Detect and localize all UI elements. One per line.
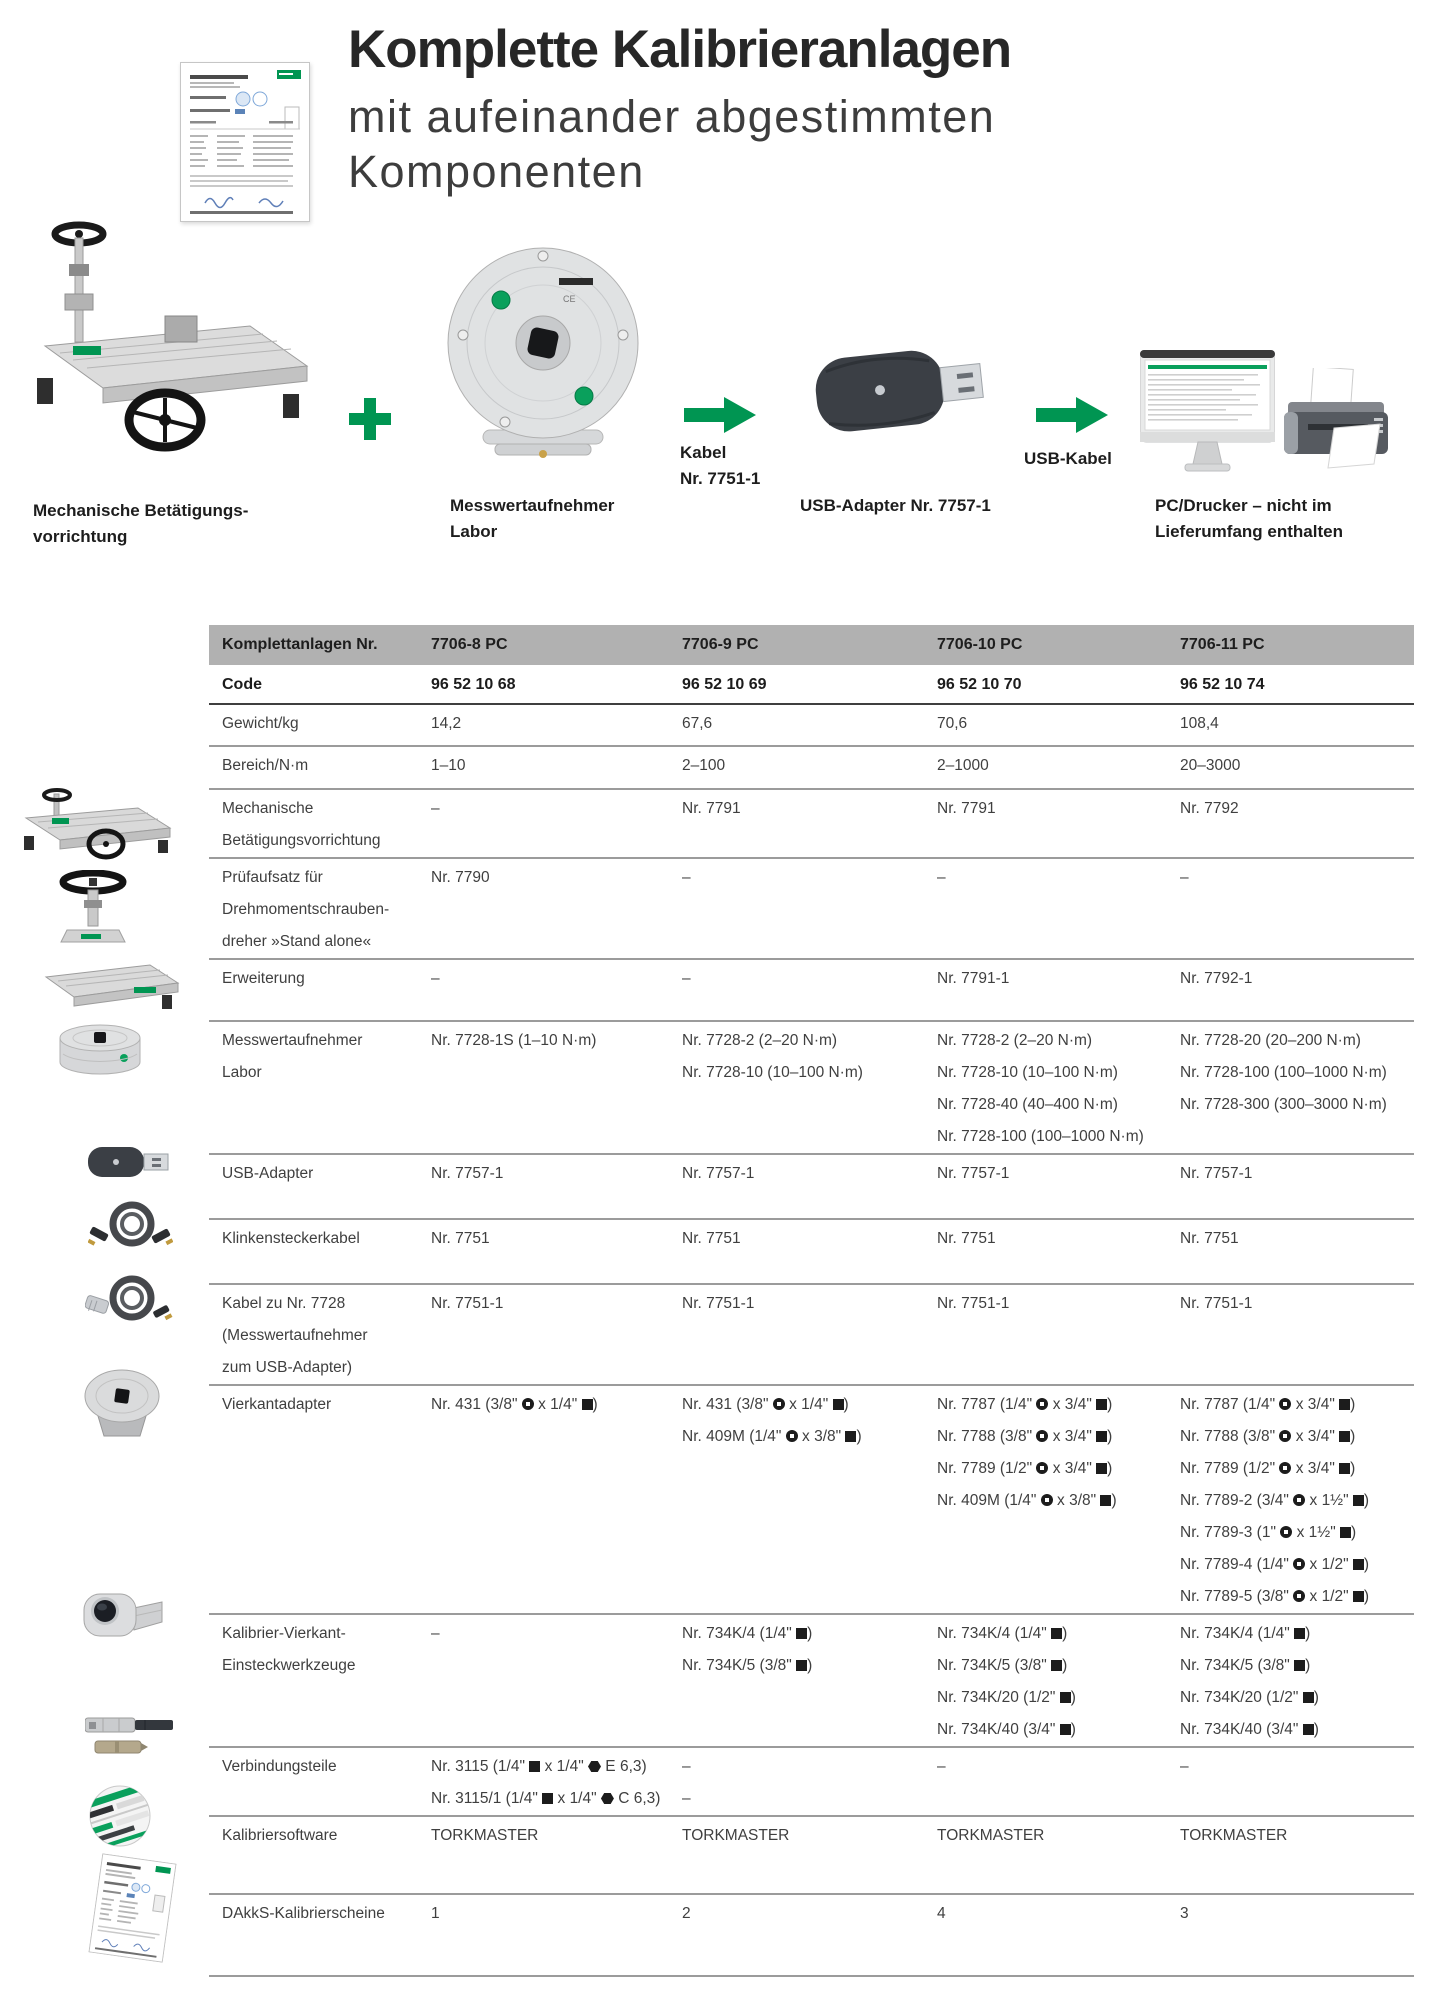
male-square-drive-icon	[1339, 1399, 1350, 1410]
row-label-usb_adapter: USB-Adapter	[222, 1165, 314, 1182]
cell-pruefaufsatz-col1: Nr. 7790	[431, 869, 490, 886]
male-square-drive-icon	[1340, 1527, 1351, 1538]
cell-vierkantadapter-col2: Nr. 431 (3/8" x 1/4" ) Nr. 409M (1/4" x 3/8" )	[682, 1396, 862, 1445]
table-row-pruefaufsatz	[209, 859, 1414, 960]
male-square-drive-icon	[1060, 1692, 1071, 1703]
table-row-messwertaufnehmer	[209, 1022, 1414, 1155]
page-subtitle-line1: mit aufeinander abgestimmten	[348, 90, 996, 142]
arrow-right-icon	[1036, 397, 1108, 433]
cell-usb_adapter-col2: Nr. 7757-1	[682, 1165, 755, 1182]
male-square-drive-icon	[1100, 1495, 1111, 1506]
pc-printer-label-line1: PC/Drucker – nicht im	[1155, 496, 1332, 515]
cell-usb_adapter-col4: Nr. 7757-1	[1180, 1165, 1253, 1182]
cell-bereich-col2: 2–100	[682, 757, 726, 774]
row-icon-calibration-insert-tool	[82, 1586, 164, 1644]
usb-cable-label: USB-Kabel	[1024, 449, 1112, 468]
male-square-drive-icon	[1353, 1559, 1364, 1570]
row-label-vierkantadapter: Vierkantadapter	[222, 1396, 332, 1413]
table-row-dakks	[209, 1895, 1414, 1977]
pc-printer-label	[1155, 493, 1343, 545]
hex-drive-icon	[588, 1761, 601, 1772]
row-icon-square-adapter	[82, 1366, 162, 1438]
cell-einsteckwerkzeuge-col3: Nr. 734K/4 (1/4" ) Nr. 734K/5 (3/8" ) Nr. 734K/20 (1/2" ) Nr. 734K/40 (3/4" )	[937, 1625, 1076, 1738]
svg-text:CE: CE	[563, 294, 576, 304]
female-square-drive-icon	[1280, 1526, 1292, 1538]
cell-klinkenstecker-col1: Nr. 7751	[431, 1230, 490, 1247]
bench-label-line1: Mechanische Betätigungs-	[33, 501, 249, 520]
cell-kabel_7728-col1: Nr. 7751-1	[431, 1295, 504, 1312]
male-square-drive-icon	[796, 1660, 807, 1671]
cell-messwertaufnehmer-col2: Nr. 7728-2 (2–20 N·m) Nr. 7728-10 (10–100 N·m)	[682, 1032, 863, 1081]
cable-label-line1: Kabel	[680, 443, 727, 462]
cell-dakks-col2: 2	[682, 1905, 691, 1922]
female-square-drive-icon	[522, 1398, 534, 1410]
table-header-label: Komplettanlagen Nr.	[222, 636, 378, 653]
table-row-usb_adapter	[209, 1155, 1414, 1220]
usb-adapter-image	[808, 330, 993, 448]
row-icon-transducer	[55, 1020, 145, 1082]
cell-software-col4: TORKMASTER	[1180, 1827, 1288, 1844]
male-square-drive-icon	[1060, 1724, 1071, 1735]
spec-table	[209, 625, 1414, 1977]
table-row-verbindungsteile	[209, 1748, 1414, 1817]
row-label-dakks: DAkkS-Kalibrierscheine	[222, 1905, 385, 1922]
cell-vierkantadapter-col4: Nr. 7787 (1/4" x 3/4" ) Nr. 7788 (3/8" x 3/4" ) Nr. 7789 (1/2" x 3/4" ) Nr. 7789-2 (3/4" x 1½" ) Nr. 7789-3 (1" x 1½" ) Nr. 7789-4 (1/4" x 1/2" ) Nr. 7789-5 (3/8" x 1/2" )	[1180, 1396, 1370, 1605]
female-square-drive-icon	[1041, 1494, 1053, 1506]
cell-einsteckwerkzeuge-col1: –	[431, 1625, 440, 1642]
male-square-drive-icon	[833, 1399, 844, 1410]
row-label-erweiterung: Erweiterung	[222, 970, 305, 987]
table-body	[209, 665, 1414, 1977]
male-square-drive-icon	[1303, 1724, 1314, 1735]
cell-software-col1: TORKMASTER	[431, 1827, 539, 1844]
cell-einsteckwerkzeuge-col4: Nr. 734K/4 (1/4" ) Nr. 734K/5 (3/8" ) Nr. 734K/20 (1/2" ) Nr. 734K/40 (3/4" )	[1180, 1625, 1319, 1738]
table-header-col-7706-11: 7706-11 PC	[1180, 636, 1265, 653]
cable-label	[680, 440, 760, 492]
row-icon-extension-rail	[42, 955, 182, 1013]
cell-usb_adapter-col1: Nr. 7757-1	[431, 1165, 504, 1182]
row-icon-jack-cable	[88, 1198, 173, 1253]
table-row-klinkenstecker	[209, 1220, 1414, 1285]
table-header-col-7706-9: 7706-9 PC	[682, 636, 759, 653]
row-label-software: Kalibriersoftware	[222, 1827, 338, 1844]
cell-messwertaufnehmer-col3: Nr. 7728-2 (2–20 N·m) Nr. 7728-10 (10–100 N·m) Nr. 7728-40 (40–400 N·m) Nr. 7728-100 (100–1000 N·m)	[937, 1032, 1144, 1145]
row-label-messwertaufnehmer: Messwertaufnehmer Labor	[222, 1032, 363, 1081]
male-square-drive-icon	[1294, 1660, 1305, 1671]
row-icon-test-attachment	[55, 870, 130, 948]
row-label-pruefaufsatz: Prüfaufsatz für Drehmomentschrauben- dreher »Stand alone«	[222, 869, 390, 950]
cell-bereich-col1: 1–10	[431, 757, 466, 774]
cell-code-col2: 96 52 10 69	[682, 676, 767, 693]
male-square-drive-icon	[1051, 1628, 1062, 1639]
table-row-vierkantadapter	[209, 1386, 1414, 1615]
male-square-drive-icon	[1353, 1495, 1364, 1506]
male-square-drive-icon	[1096, 1399, 1107, 1410]
table-header-col-7706-8: 7706-8 PC	[431, 636, 508, 653]
male-square-drive-icon	[529, 1761, 540, 1772]
cell-software-col3: TORKMASTER	[937, 1827, 1045, 1844]
row-label-kabel_7728: Kabel zu Nr. 7728 (Messwertaufnehmer zum USB-Adapter)	[222, 1295, 368, 1376]
usb-adapter-label: USB-Adapter Nr. 7757-1	[800, 496, 991, 515]
row-icon-connector-bits	[85, 1712, 175, 1760]
table-row-kabel_7728	[209, 1285, 1414, 1386]
cell-kabel_7728-col2: Nr. 7751-1	[682, 1295, 755, 1312]
male-square-drive-icon	[542, 1793, 553, 1804]
cell-klinkenstecker-col4: Nr. 7751	[1180, 1230, 1239, 1247]
transducer-label-line2: Labor	[450, 522, 498, 541]
female-square-drive-icon	[1036, 1462, 1048, 1474]
row-label-verbindungsteile: Verbindungsteile	[222, 1758, 337, 1775]
cell-erweiterung-col3: Nr. 7791-1	[937, 970, 1010, 987]
row-icon-usb-adapter	[88, 1143, 170, 1181]
pc-monitor-image	[1140, 350, 1275, 480]
cell-gewicht-col3: 70,6	[937, 715, 968, 732]
transducer-label	[450, 493, 614, 545]
printer-image	[1278, 368, 1400, 472]
table-row-software	[209, 1817, 1414, 1895]
male-square-drive-icon	[1303, 1692, 1314, 1703]
cell-mech-col2: Nr. 7791	[682, 800, 741, 817]
male-square-drive-icon	[845, 1431, 856, 1442]
table-row-erweiterung	[209, 960, 1414, 1022]
cable-label-line2: Nr. 7751-1	[680, 469, 761, 488]
cell-code-col4: 96 52 10 74	[1180, 676, 1265, 693]
row-label-einsteckwerkzeuge: Kalibrier-Vierkant- Einsteckwerkzeuge	[222, 1625, 356, 1674]
table-row-code	[209, 665, 1414, 705]
cell-code-col1: 96 52 10 68	[431, 676, 516, 693]
cell-dakks-col1: 1	[431, 1905, 440, 1922]
female-square-drive-icon	[1036, 1430, 1048, 1442]
page-title: Komplette Kalibrieranlagen	[348, 20, 1012, 79]
male-square-drive-icon	[1096, 1463, 1107, 1474]
cell-pruefaufsatz-col2: –	[682, 869, 691, 886]
cell-software-col2: TORKMASTER	[682, 1827, 790, 1844]
female-square-drive-icon	[1293, 1494, 1305, 1506]
male-square-drive-icon	[1294, 1628, 1305, 1639]
female-square-drive-icon	[1279, 1398, 1291, 1410]
male-square-drive-icon	[1339, 1431, 1350, 1442]
female-square-drive-icon	[773, 1398, 785, 1410]
pc-printer-label-line2: Lieferumfang enthalten	[1155, 522, 1343, 541]
cell-gewicht-col2: 67,6	[682, 715, 713, 732]
male-square-drive-icon	[1353, 1591, 1364, 1602]
row-icon-software-disc	[88, 1784, 152, 1848]
plus-icon	[349, 398, 391, 440]
cell-verbindungsteile-col3: –	[937, 1758, 946, 1775]
cell-pruefaufsatz-col4: –	[1180, 869, 1189, 886]
row-icon-connector-cable	[85, 1272, 173, 1327]
cell-klinkenstecker-col2: Nr. 7751	[682, 1230, 741, 1247]
cell-messwertaufnehmer-col4: Nr. 7728-20 (20–200 N·m) Nr. 7728-100 (100–1000 N·m) Nr. 7728-300 (300–3000 N·m)	[1180, 1032, 1387, 1113]
table-row-bereich	[209, 747, 1414, 790]
female-square-drive-icon	[1279, 1430, 1291, 1442]
cell-mech-col3: Nr. 7791	[937, 800, 996, 817]
cell-bereich-col3: 2–1000	[937, 757, 989, 774]
male-square-drive-icon	[796, 1628, 807, 1639]
bench-label-line2: vorrichtung	[33, 527, 128, 546]
row-label-gewicht: Gewicht/kg	[222, 715, 299, 732]
row-label-klinkenstecker: Klinkensteckerkabel	[222, 1230, 360, 1247]
cell-mech-col1: –	[431, 800, 440, 817]
cell-erweiterung-col2: –	[682, 970, 691, 987]
transducer-image	[443, 240, 643, 460]
transducer-label-line1: Messwertaufnehmer	[450, 496, 615, 515]
row-label-mech: Mechanische Betätigungsvorrichtung	[222, 800, 381, 849]
cell-bereich-col4: 20–3000	[1180, 757, 1241, 774]
cell-kabel_7728-col3: Nr. 7751-1	[937, 1295, 1010, 1312]
table-row-gewicht	[209, 705, 1414, 747]
female-square-drive-icon	[1293, 1558, 1305, 1570]
cell-kabel_7728-col4: Nr. 7751-1	[1180, 1295, 1253, 1312]
table-header-col-7706-10: 7706-10 PC	[937, 636, 1023, 653]
female-square-drive-icon	[786, 1430, 798, 1442]
cell-code-col3: 96 52 10 70	[937, 676, 1022, 693]
female-square-drive-icon	[1279, 1462, 1291, 1474]
female-square-drive-icon	[1036, 1398, 1048, 1410]
cell-messwertaufnehmer-col1: Nr. 7728-1S (1–10 N·m)	[431, 1032, 597, 1049]
arrow-right-icon	[684, 397, 756, 433]
cell-einsteckwerkzeuge-col2: Nr. 734K/4 (1/4" ) Nr. 734K/5 (3/8" )	[682, 1625, 813, 1674]
row-label-code: Code	[222, 676, 262, 693]
male-square-drive-icon	[582, 1399, 593, 1410]
row-icon-bench	[18, 788, 178, 860]
cell-gewicht-col4: 108,4	[1180, 715, 1219, 732]
cell-verbindungsteile-col1: Nr. 3115 (1/4" x 1/4" E 6,3) Nr. 3115/1 (1/4" x 1/4" C 6,3)	[431, 1758, 661, 1807]
cell-vierkantadapter-col1: Nr. 431 (3/8" x 1/4" )	[431, 1396, 598, 1413]
cell-verbindungsteile-col4: –	[1180, 1758, 1189, 1775]
table-header-row	[209, 625, 1414, 665]
page-title-block	[348, 22, 1011, 199]
cell-pruefaufsatz-col3: –	[937, 869, 946, 886]
cell-dakks-col3: 4	[937, 1905, 946, 1922]
male-square-drive-icon	[1051, 1660, 1062, 1671]
cell-klinkenstecker-col3: Nr. 7751	[937, 1230, 996, 1247]
cell-gewicht-col1: 14,2	[431, 715, 462, 732]
hex-drive-icon	[601, 1793, 614, 1804]
cell-usb_adapter-col3: Nr. 7757-1	[937, 1165, 1010, 1182]
cell-erweiterung-col1: –	[431, 970, 440, 987]
cell-vierkantadapter-col3: Nr. 7787 (1/4" x 3/4" ) Nr. 7788 (3/8" x 3/4" ) Nr. 7789 (1/2" x 3/4" ) Nr. 409M (1/4" x 3/8" )	[937, 1396, 1117, 1509]
table-row-mech	[209, 790, 1414, 859]
cell-mech-col4: Nr. 7792	[1180, 800, 1239, 817]
female-square-drive-icon	[1293, 1590, 1305, 1602]
male-square-drive-icon	[1339, 1463, 1350, 1474]
cell-erweiterung-col4: Nr. 7792-1	[1180, 970, 1253, 987]
page-subtitle-line2: Komponenten	[348, 145, 645, 197]
cell-dakks-col4: 3	[1180, 1905, 1189, 1922]
row-label-bereich: Bereich/N·m	[222, 757, 309, 774]
row-icon-dakks-certificate	[88, 1853, 176, 1962]
cell-verbindungsteile-col2: – –	[682, 1758, 691, 1807]
mechanical-bench-image	[15, 198, 315, 453]
bench-label	[33, 498, 248, 550]
table-row-einsteckwerkzeuge	[209, 1615, 1414, 1748]
male-square-drive-icon	[1096, 1431, 1107, 1442]
